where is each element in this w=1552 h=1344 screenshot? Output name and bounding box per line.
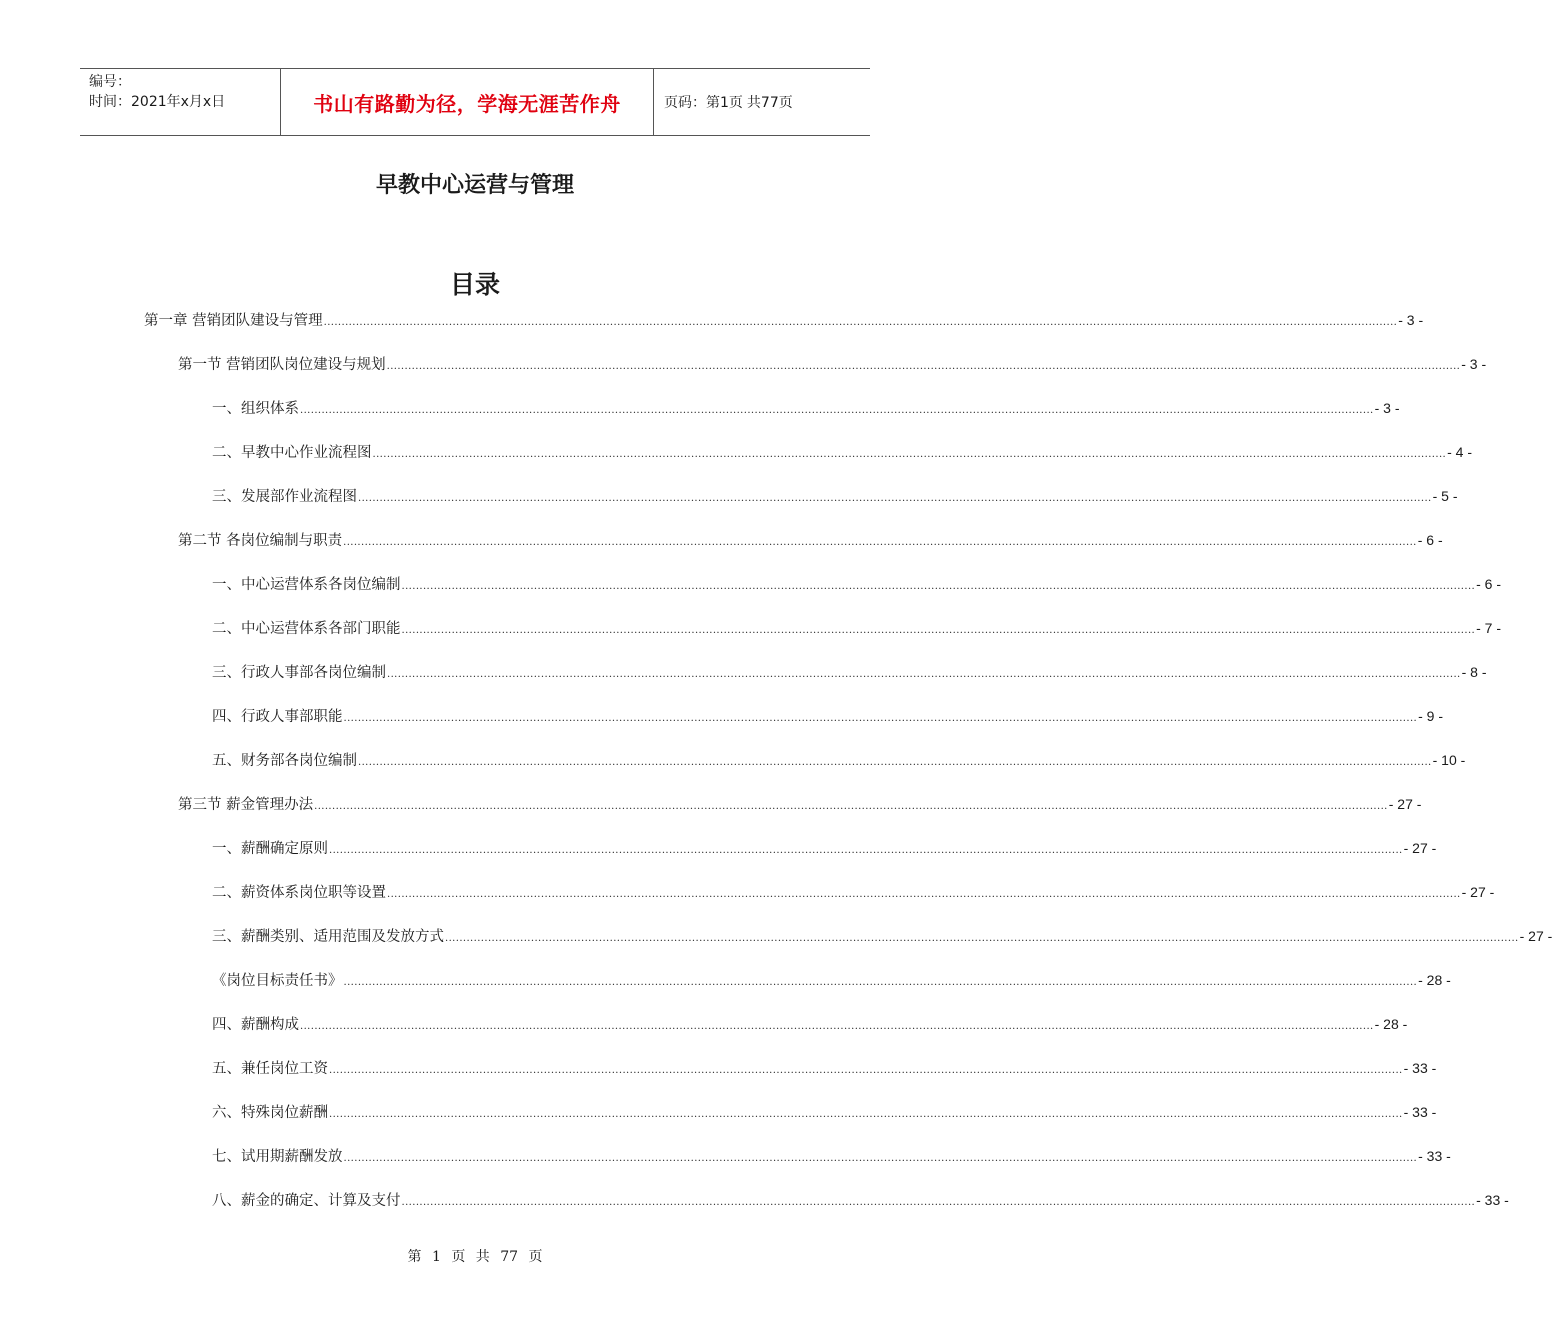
toc-leader-dots: ............................................................................................................................................................................................................................................................................................................: [343, 537, 1417, 548]
toc-entry[interactable]: [212, 617, 1502, 639]
toc-entry-label: 第二节 各岗位编制与职责: [178, 533, 343, 549]
toc-entry-label: 二、薪资体系岗位职等设置: [212, 885, 386, 901]
toc-entry[interactable]: [212, 749, 1466, 771]
toc-entry-page: - 5 -: [1432, 488, 1458, 504]
header-meta: [80, 69, 281, 135]
footer-page-unit: 页: [451, 1249, 466, 1265]
toc-entry[interactable]: [178, 793, 1422, 815]
toc-leader-dots: ............................................................................................................................................................................................................................................................................................................: [401, 625, 1476, 636]
page-footer: [0, 1246, 950, 1266]
toc-entry-label: 二、中心运营体系各部门职能: [212, 621, 401, 637]
toc-leader-dots: ............................................................................................................................................................................................................................................................................................................: [300, 1021, 1374, 1032]
toc-leader-dots: ............................................................................................................................................................................................................................................................................................................: [401, 1197, 1476, 1208]
document-date-label: 时间：2021年x月x日: [89, 94, 226, 110]
toc-entry-page: - 28 -: [1418, 972, 1451, 988]
toc-leader-dots: ............................................................................................................................................................................................................................................................................................................: [314, 801, 1388, 812]
toc-entry[interactable]: [212, 1189, 1509, 1211]
toc-entry[interactable]: [212, 1101, 1437, 1123]
toc-entry-label: 四、薪酬构成: [212, 1017, 299, 1033]
toc-entry-page: - 9 -: [1418, 708, 1444, 724]
toc-entry[interactable]: [212, 661, 1487, 683]
toc-entry-page: - 33 -: [1418, 1148, 1451, 1164]
toc-entry-page: - 33 -: [1403, 1060, 1437, 1076]
toc-entry-label: 五、兼任岗位工资: [212, 1061, 328, 1077]
toc-entry-label: 七、试用期薪酬发放: [212, 1149, 343, 1165]
header-total-label: 共77页: [746, 95, 793, 111]
toc-leader-dots: ............................................................................................................................................................................................................................................................................................................: [343, 1153, 1418, 1164]
toc-entry-page: - 27 -: [1461, 884, 1495, 900]
toc-entry-page: - 33 -: [1476, 1192, 1509, 1208]
toc-entry-page: - 6 -: [1417, 532, 1443, 548]
toc-entry[interactable]: [212, 1013, 1408, 1035]
toc-entry-page: - 6 -: [1476, 576, 1502, 592]
toc-entry-page: - 4 -: [1447, 444, 1473, 460]
toc-entry[interactable]: [212, 881, 1495, 903]
toc-entry[interactable]: [178, 353, 1487, 375]
footer-total-unit: 页: [528, 1249, 543, 1265]
toc-leader-dots: ............................................................................................................................................................................................................................................................................................................: [386, 361, 1461, 372]
toc-entry-label: 六、特殊岗位薪酬: [212, 1105, 328, 1121]
toc-entry-page: - 3 -: [1374, 400, 1400, 416]
toc-entry-page: - 10 -: [1432, 752, 1466, 768]
toc-entry[interactable]: [178, 529, 1443, 551]
toc-entry-label: 三、发展部作业流程图: [212, 489, 357, 505]
toc-entry[interactable]: [212, 441, 1473, 463]
toc-entry-page: - 27 -: [1403, 840, 1437, 856]
toc-entry[interactable]: [212, 1145, 1451, 1167]
toc-entry[interactable]: [212, 837, 1437, 859]
toc-entry-label: 五、财务部各岗位编制: [212, 753, 357, 769]
toc-entry[interactable]: [212, 705, 1444, 727]
header-motto: 书山有路勤为径，学海无涯苦作舟: [281, 69, 654, 135]
toc-leader-dots: ............................................................................................................................................................................................................................................................................................................: [445, 933, 1519, 944]
toc-leader-dots: ............................................................................................................................................................................................................................................................................................................: [372, 449, 1447, 460]
footer-prefix: 第: [407, 1249, 422, 1265]
toc-entry[interactable]: [212, 397, 1400, 419]
toc-leader-dots: ............................................................................................................................................................................................................................................................................................................: [401, 581, 1476, 592]
toc-entry-label: 三、行政人事部各岗位编制: [212, 665, 386, 681]
toc-leader-dots: ............................................................................................................................................................................................................................................................................................................: [387, 669, 1461, 680]
toc-entry-label: 第一章 营销团队建设与管理: [144, 313, 323, 329]
toc-entry[interactable]: [212, 969, 1451, 991]
toc-entry-page: - 3 -: [1461, 356, 1487, 372]
toc-leader-dots: ............................................................................................................................................................................................................................................................................................................: [329, 1109, 1403, 1120]
toc-entry-label: 一、薪酬确定原则: [212, 841, 328, 857]
toc-entry-label: 第三节 薪金管理办法: [178, 797, 314, 813]
toc-leader-dots: ............................................................................................................................................................................................................................................................................................................: [323, 317, 1398, 328]
toc-leader-dots: ............................................................................................................................................................................................................................................................................................................: [387, 889, 1461, 900]
toc-entry-page: - 8 -: [1461, 664, 1487, 680]
toc-entry-label: 三、薪酬类别、适用范围及发放方式: [212, 929, 444, 945]
toc-entry-page: - 7 -: [1476, 620, 1502, 636]
toc-entry[interactable]: [212, 925, 1552, 947]
toc-entry-label: 一、中心运营体系各岗位编制: [212, 577, 401, 593]
document-number-label: 编号：: [89, 74, 131, 90]
toc-leader-dots: ............................................................................................................................................................................................................................................................................................................: [358, 493, 1432, 504]
footer-total-prefix: 共: [475, 1249, 490, 1265]
toc-leader-dots: ............................................................................................................................................................................................................................................................................................................: [343, 713, 1418, 724]
toc-entry-page: - 33 -: [1403, 1104, 1437, 1120]
toc-entry-label: 一、组织体系: [212, 401, 299, 417]
toc-entry-label: 《岗位目标责任书》: [212, 973, 343, 989]
toc-entry-label: 四、行政人事部职能: [212, 709, 343, 725]
toc-leader-dots: ............................................................................................................................................................................................................................................................................................................: [329, 845, 1403, 856]
toc-entry-page: - 3 -: [1398, 312, 1424, 328]
footer-total-pages: 77: [500, 1249, 519, 1265]
toc-entry-page: - 28 -: [1374, 1016, 1408, 1032]
toc-entry-label: 二、早教中心作业流程图: [212, 445, 372, 461]
toc-heading: 目录: [449, 270, 500, 299]
document-title: 早教中心运营与管理: [375, 173, 574, 198]
toc-entry-label: 八、薪金的确定、计算及支付: [212, 1193, 401, 1209]
toc-entry-page: - 27 -: [1519, 928, 1552, 944]
toc-leader-dots: ............................................................................................................................................................................................................................................................................................................: [358, 757, 1432, 768]
toc-leader-dots: ............................................................................................................................................................................................................................................................................................................: [329, 1065, 1403, 1076]
page-header: [80, 68, 870, 136]
header-page-info: [654, 69, 870, 135]
toc-entry[interactable]: [212, 573, 1502, 595]
toc-entry-page: - 27 -: [1388, 796, 1422, 812]
toc-leader-dots: ............................................................................................................................................................................................................................................................................................................: [343, 977, 1418, 988]
toc-leader-dots: ............................................................................................................................................................................................................................................................................................................: [300, 405, 1374, 416]
toc-entry[interactable]: [144, 309, 1424, 331]
footer-page-number: 1: [431, 1249, 441, 1265]
toc-entry[interactable]: [212, 485, 1458, 507]
toc-entry-label: 第一节 营销团队岗位建设与规划: [178, 357, 386, 373]
toc-entry[interactable]: [212, 1057, 1437, 1079]
header-page-label: 页码：第1页: [664, 95, 743, 111]
